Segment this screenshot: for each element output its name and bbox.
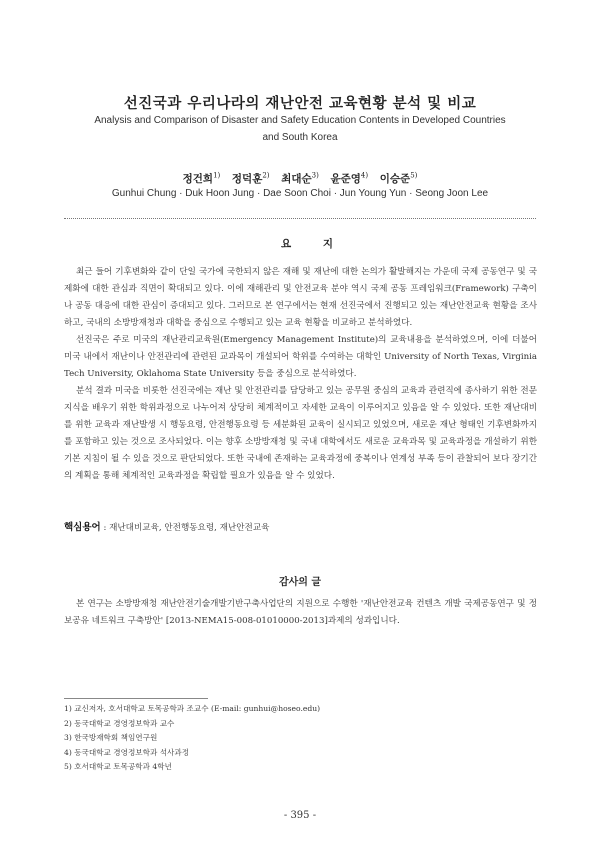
abstract-paragraph: 최근 들어 기후변화와 같이 단일 국가에 국한되지 않은 재해 및 재난에 대한 논의가 활발해지는 가운데 국제 공동연구 및 국제화에 대한 관심과 직면이 확대되고 있다. 이에 재해관리 및 안전교육 분야 역시 국제 공동 프레임워크(Framework) 구축이나 공동 대응에 대한 관심이 증대되고 있다. 그러므로 본 연구에서는 현재 선진국에서 진행되고 있는 재난안전교육 현황을 조사하고, 국내의 소방방재청과 대학을 중심으로 수행되고 있는 교육 현황을 비교하고 분석하였다. <box>64 267 537 328</box>
footnote-item: 1) 교신저자, 호서대학교 토목공학과 조교수 (E-mail: gunhui@hoseo.edu) <box>64 704 321 713</box>
keywords-text: 재난대비교육, 안전행동요령, 재난안전교육 <box>109 523 270 533</box>
author-name: 이승준$^{5)}$ <box>379 171 418 185</box>
acknowledgement-text: 본 연구는 소방방재청 재난안전기술개발기반구축사업단의 지원으로 수행한 '재난안전교육 컨텐츠 개발 국제공동연구 및 정보공유 네트워크 구축방안' [2013-NEMA15-008-01010000-2013]과제의 성과입니다. <box>64 599 537 626</box>
page-number: - 395 - <box>283 810 317 821</box>
author-name: 정건희$^{1)}$ <box>182 171 221 185</box>
paper-title-english-line-1: Analysis and Comparison of Disaster and Safety Education Contents in Developed Countries <box>94 115 506 126</box>
author-list-english: Gunhui Chung · Duk Hoon Jung · Dae Soon Choi · Jun Young Yun · Seong Joon Lee <box>111 188 489 199</box>
abstract-body <box>64 264 537 485</box>
footnote-item: 3) 한국방재학회 책임연구원 <box>64 733 158 742</box>
footnote-divider <box>64 698 208 699</box>
author-list-korean <box>60 171 540 186</box>
keywords-label: 핵심용어 <box>64 522 101 533</box>
paper-title-english-line-2: and South Korea <box>262 132 338 143</box>
footnote-item: 4) 동국대학교 경영정보학과 석사과정 <box>64 747 190 757</box>
abstract-paragraph: 선진국은 주로 미국의 재난관리교육원(Emergency Management Institute)의 교육내용을 분석하였으며, 이에 더불어 미국 내에서 재난이나 안전관리에 관련된 교과목이 개설되어 학위를 수여하는 대학인 University of North Texas, Virginia Tech University, Oklahoma State University 등을 중심으로 분석하였다. <box>64 335 537 379</box>
abstract-heading: 요 지 <box>281 238 347 250</box>
author-name: 윤준영$^{4)}$ <box>330 171 369 185</box>
author-name: 최대순$^{3)}$ <box>281 171 319 185</box>
abstract-paragraph: 분석 결과 미국을 비롯한 선진국에는 재난 및 안전관리를 담당하고 있는 공무원 중심의 교육과 관련직에 종사하기 위한 전문지식을 배우기 위한 학위과정으로 나누어져 상당히 체계적이고 자세한 교육이 이루어지고 있음을 알 수 있었다. 또한 재난대비를 위한 교육과 재난발생 시 행동요령, 안전행동요령 등 세분화된 교육이 실시되고 있었으며, 새로운 재난 형태인 기후변화까지를 포함하고 있는 것으로 조사되었다. 이는 향후 소방방재청 및 국내 대학에서도 새로운 교육과목 및 교육과정을 개설하기 위한 기본 지침이 될 수 있을 것으로 판단되었다. 또한 국내에 존재하는 교육과정에 중복이나 연계성 부족 등이 관찰되어 보다 장기간의 계획을 통해 체계적인 교육과정을 확립할 필요가 있음을 알 수 있었다. <box>64 386 537 481</box>
footnote-item: 2) 동국대학교 경영정보학과 교수 <box>64 718 175 728</box>
footnote-list <box>64 702 537 775</box>
keywords-separator: : <box>100 523 110 533</box>
paper-title-korean: 선진국과 우리나라의 재난안전 교육현황 분석 및 비교 <box>123 95 477 112</box>
acknowledgement-heading: 감사의 글 <box>278 577 322 588</box>
paper-title-english <box>70 112 530 146</box>
section-divider <box>64 218 536 219</box>
keywords <box>64 519 537 533</box>
footnote-item: 5) 호서대학교 토목공학과 4학년 <box>64 762 172 771</box>
author-name: 정덕훈$^{2)}$ <box>231 171 270 185</box>
